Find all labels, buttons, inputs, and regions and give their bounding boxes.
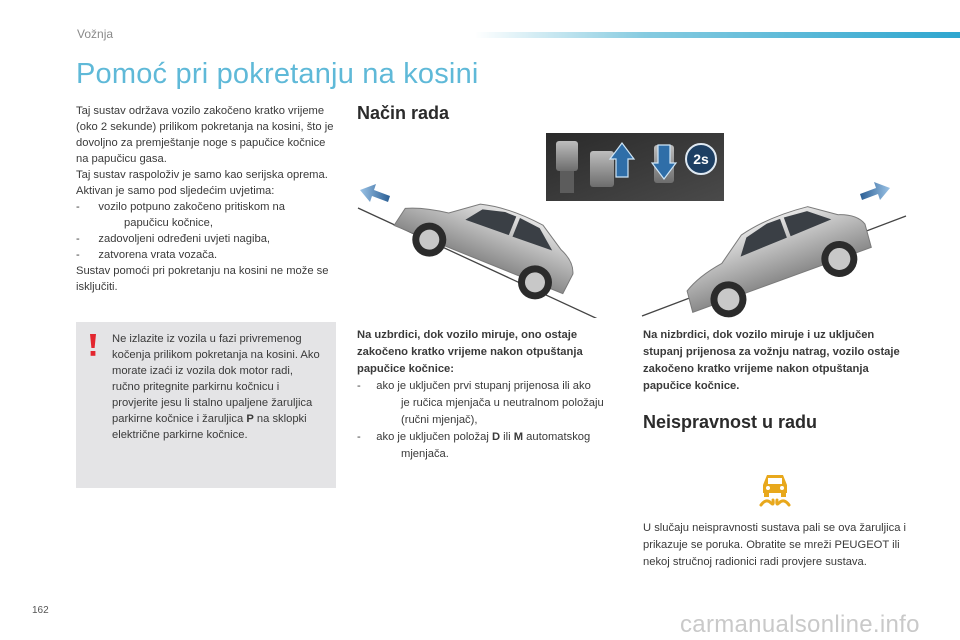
- watermark: carmanualsonline.info: [680, 611, 920, 638]
- section-label: Vožnja: [77, 27, 114, 41]
- section-heading-fault: Neispravnost u radu: [643, 412, 818, 432]
- intro-paragraph-1: Taj sustav održava vozilo zakočeno kratko vrijeme (oko 2 sekunde) prilikom pokretanja na kosini, što je dovoljno za premještanje noge s papučice kočnice na papučicu gasa.: [76, 105, 334, 165]
- skid-warning-icon: [758, 471, 792, 507]
- intro-paragraph-4: Sustav pomoći pri pokretanju na kosini ne može se isključiti.: [76, 265, 329, 293]
- intro-paragraph-3: Aktivan je samo pod sljedećim uvjetima:: [76, 185, 275, 197]
- page-number: 162: [32, 605, 49, 616]
- pedal-badge-text: 2s: [693, 151, 709, 167]
- condition-item: - zatvorena vrata vozača.: [76, 249, 218, 261]
- exclamation-icon: [86, 333, 100, 357]
- uphill-item: - ako je uključen prvi stupanj prijenosa ili ako je ručica mjenjača u neutralnom položaju (ručni mjenjač),: [357, 380, 604, 426]
- uphill-item: - ako je uključen položaj D ili M automatskog mjenjača.: [357, 431, 591, 460]
- fault-text: U slučaju neispravnosti sustava pali se ova žaruljica i prikazuje se poruka. Obratite se mreži PEUGEOT ili nekoj stručnoj radionici radi provjere sustava.: [643, 522, 907, 568]
- uphill-caption-lead: Na uzbrdici, dok vozilo miruje, ono ostaje zakočeno kratko vrijeme nakon otpuštanja papučice kočnice:: [357, 329, 583, 375]
- header-accent-bar: [475, 32, 960, 38]
- warning-text: Ne izlazite iz vozila u fazi privremenog kočenja prilikom pokretanja na kosini. Ako morate izaći iz vozila dok motor radi, ručno pritegnite parkirnu kočnicu i provjerite jesu li stalno upaljene žaruljica parkirne kočnice i žaruljica P na sklopki električne parkirne kočnice.: [112, 333, 320, 441]
- page-title: Pomoć pri pokretanju na kosini: [76, 58, 479, 90]
- car-downhill-illustration: [628, 168, 910, 318]
- downhill-caption: Na nizbrdici, dok vozilo miruje i uz uključen stupanj prijenosa za vožnju natrag, vozilo ostaje zakočeno kratko vrijeme nakon otpuštanja papučice kočnice.: [643, 329, 900, 392]
- car-uphill-illustration: [352, 168, 622, 318]
- condition-item: - zadovoljeni određeni uvjeti nagiba,: [76, 233, 271, 245]
- uphill-caption: [357, 327, 627, 463]
- intro-paragraph-2: Taj sustav raspoloživ je samo kao serijska oprema.: [76, 169, 328, 181]
- condition-item: - vozilo potpuno zakočeno pritiskom na papučicu kočnice,: [76, 201, 285, 229]
- section-heading-mode: Način rada: [357, 103, 450, 123]
- intro-text: [76, 103, 338, 295]
